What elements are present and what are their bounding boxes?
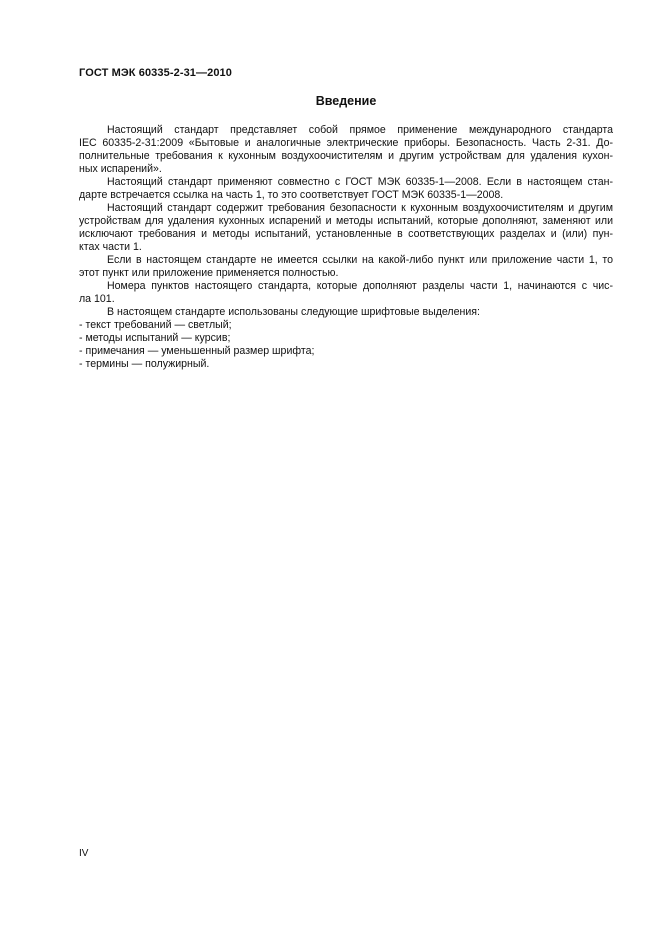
list-item: - термины — полужирный. <box>79 358 210 370</box>
page-number: IV <box>79 848 89 859</box>
text-line: IEC 60335-2-31:2009 «Бытовые и аналогичные электрические приборы. Безопасность. Часть 2-31. До- <box>79 137 613 149</box>
text-line: дарте встречается ссылка на часть 1, то это соответствует ГОСТ МЭК 60335-1—2008. <box>79 189 504 201</box>
text-line: ных испарений». <box>79 163 162 175</box>
list-item: - текст требований — светлый; <box>79 319 232 331</box>
paragraph <box>79 176 613 202</box>
text-line: этот пункт или приложение применяется полностью. <box>79 267 339 279</box>
standard-header: ГОСТ МЭК 60335-2-31—2010 <box>79 67 232 79</box>
paragraph: В настоящем стандарте использованы следующие шрифтовые выделения: <box>107 306 480 318</box>
font-style-list <box>79 319 613 371</box>
paragraph <box>79 254 613 280</box>
text-line: Номера пунктов настоящего стандарта, которые дополняют разделы части 1, начинаются с чис- <box>107 280 613 292</box>
paragraph <box>79 280 613 306</box>
text-line: Настоящий стандарт представляет собой прямое применение международного стандарта <box>107 124 613 136</box>
text-line: Настоящий стандарт содержит требования безопасности к кухонным воздухоочистителям и другим <box>107 202 613 214</box>
introduction-body <box>79 124 613 371</box>
text-line: ла 101. <box>79 293 115 305</box>
paragraph <box>79 202 613 254</box>
text-line: ктах части 1. <box>79 241 142 253</box>
list-item: - примечания — уменьшенный размер шрифта; <box>79 345 315 357</box>
text-line: устройствам для удаления кухонных испарений и методы испытаний, которые дополняют, заменяют или <box>79 215 613 227</box>
list-item: - методы испытаний — курсив; <box>79 332 231 344</box>
section-title: Введение <box>315 94 377 108</box>
text-line: полнительные требования к кухонным воздухоочистителям и другим устройствам для удаления кухон- <box>79 150 613 162</box>
text-line: Если в настоящем стандарте не имеется ссылки на какой-либо пункт или приложение части 1, то <box>107 254 613 266</box>
text-line: Настоящий стандарт применяют совместно с ГОСТ МЭК 60335-1—2008. Если в настоящем стан- <box>107 176 613 188</box>
text-line: исключают требования и методы испытаний, установленные в соответствующих разделах и (или) пун- <box>79 228 613 240</box>
paragraph <box>79 124 613 176</box>
